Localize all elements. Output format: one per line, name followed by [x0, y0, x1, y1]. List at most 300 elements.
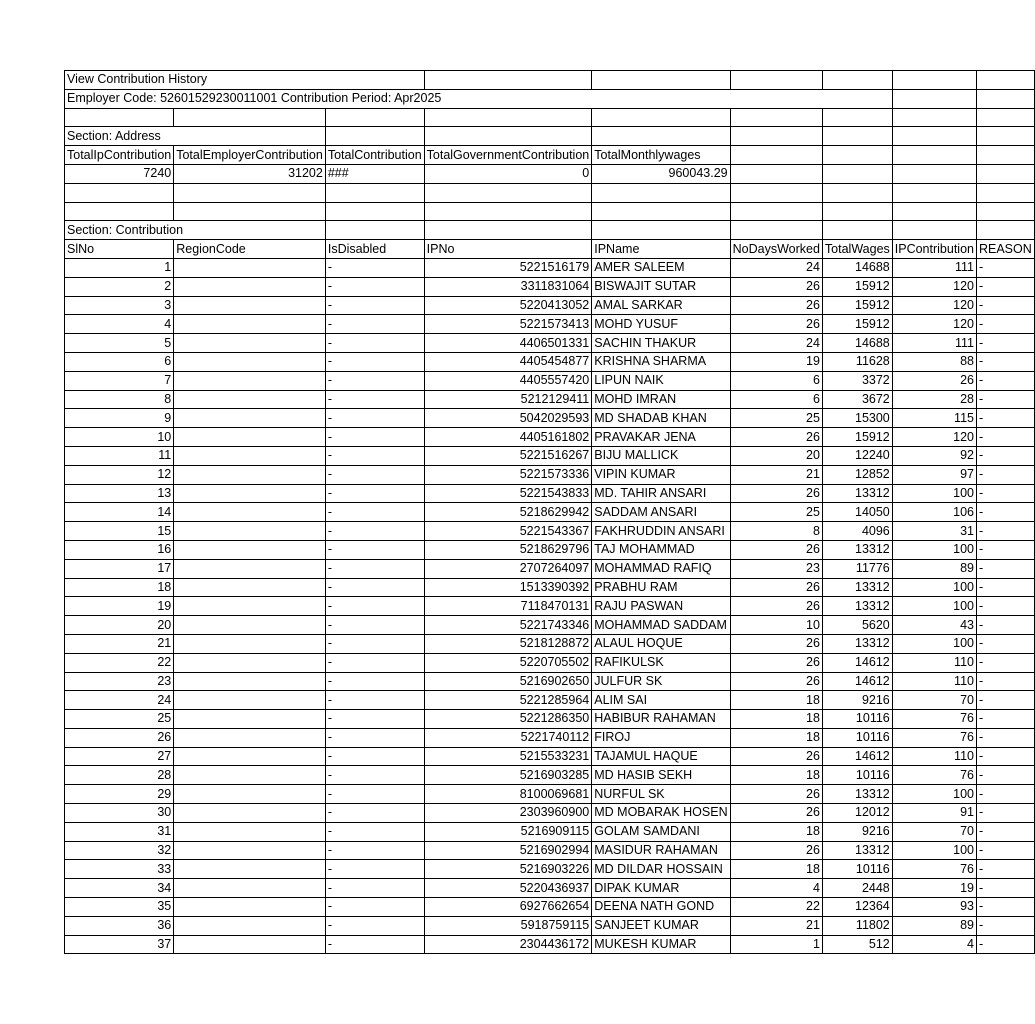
ip-name-cell: MOHAMMAD RAFIQ [592, 559, 730, 578]
empty-cell [730, 164, 822, 183]
is-disabled-cell: - [325, 879, 424, 898]
ip-name-cell: PRAVAKAR JENA [592, 428, 730, 447]
ip-contribution-cell: 88 [892, 352, 976, 371]
no-days-worked-cell: 25 [730, 503, 822, 522]
total-wages-cell: 11628 [822, 352, 892, 371]
ip-contribution-cell: 106 [892, 503, 976, 522]
address-column-header: TotalGovernmentContribution [424, 146, 592, 165]
no-days-worked-cell: 26 [730, 428, 822, 447]
total-wages-cell: 12240 [822, 446, 892, 465]
table-row [65, 935, 1035, 954]
ip-name-cell: MOHD YUSUF [592, 315, 730, 334]
sl-no-cell: 29 [65, 785, 174, 804]
table-row [65, 747, 1035, 766]
reason-cell: - [976, 334, 1034, 353]
reason-cell: - [976, 634, 1034, 653]
empty-cell [592, 221, 730, 240]
no-days-worked-cell: 26 [730, 484, 822, 503]
ip-name-cell: KRISHNA SHARMA [592, 352, 730, 371]
region-code-cell [174, 334, 326, 353]
sl-no-cell: 22 [65, 653, 174, 672]
is-disabled-cell: - [325, 785, 424, 804]
page-title: View Contribution History [65, 71, 425, 90]
region-code-cell [174, 935, 326, 954]
empty-cell [325, 127, 424, 146]
empty-cell [325, 108, 424, 127]
address-value: 7240 [65, 164, 174, 183]
no-days-worked-cell: 1 [730, 935, 822, 954]
ip-name-cell: JULFUR SK [592, 672, 730, 691]
ip-no-cell: 5218128872 [424, 634, 592, 653]
ip-contribution-cell: 100 [892, 578, 976, 597]
empty-cell [892, 202, 976, 221]
empty-cell [976, 202, 1034, 221]
empty-cell [976, 146, 1034, 165]
sl-no-cell: 6 [65, 352, 174, 371]
empty-cell [976, 183, 1034, 202]
table-row [65, 390, 1035, 409]
region-code-cell [174, 804, 326, 823]
sl-no-cell: 18 [65, 578, 174, 597]
no-days-worked-cell: 26 [730, 747, 822, 766]
total-wages-cell: 10116 [822, 766, 892, 785]
contribution-column-header: NoDaysWorked [730, 240, 822, 259]
ip-contribution-cell: 92 [892, 446, 976, 465]
reason-cell: - [976, 296, 1034, 315]
ip-no-cell: 5216903285 [424, 766, 592, 785]
sl-no-cell: 13 [65, 484, 174, 503]
ip-name-cell: ALIM SAI [592, 691, 730, 710]
ip-contribution-cell: 70 [892, 691, 976, 710]
empty-cell [424, 108, 592, 127]
empty-cell [325, 183, 424, 202]
table-row [65, 484, 1035, 503]
ip-name-cell: SADDAM ANSARI [592, 503, 730, 522]
no-days-worked-cell: 25 [730, 409, 822, 428]
table-row [65, 296, 1035, 315]
region-code-cell [174, 409, 326, 428]
is-disabled-cell: - [325, 409, 424, 428]
reason-cell: - [976, 785, 1034, 804]
no-days-worked-cell: 6 [730, 371, 822, 390]
table-row [65, 766, 1035, 785]
reason-cell: - [976, 503, 1034, 522]
empty-cell [892, 108, 976, 127]
total-wages-cell: 9216 [822, 691, 892, 710]
is-disabled-cell: - [325, 559, 424, 578]
sl-no-cell: 14 [65, 503, 174, 522]
reason-cell: - [976, 822, 1034, 841]
no-days-worked-cell: 26 [730, 634, 822, 653]
region-code-cell [174, 597, 326, 616]
sl-no-cell: 36 [65, 916, 174, 935]
ip-name-cell: HABIBUR RAHAMAN [592, 710, 730, 729]
table-row [65, 446, 1035, 465]
ip-contribution-cell: 28 [892, 390, 976, 409]
region-code-cell [174, 503, 326, 522]
is-disabled-cell: - [325, 898, 424, 917]
sl-no-cell: 32 [65, 841, 174, 860]
region-code-cell [174, 691, 326, 710]
table-row [65, 634, 1035, 653]
total-wages-cell: 14612 [822, 672, 892, 691]
table-row [65, 822, 1035, 841]
total-wages-cell: 11776 [822, 559, 892, 578]
table-row [65, 653, 1035, 672]
empty-cell [730, 71, 822, 90]
table-row [65, 916, 1035, 935]
total-wages-cell: 13312 [822, 540, 892, 559]
sl-no-cell: 21 [65, 634, 174, 653]
reason-cell: - [976, 352, 1034, 371]
ip-name-cell: ALAUL HOQUE [592, 634, 730, 653]
ip-contribution-cell: 76 [892, 710, 976, 729]
total-wages-cell: 10116 [822, 728, 892, 747]
reason-cell: - [976, 522, 1034, 541]
empty-cell [976, 127, 1034, 146]
ip-no-cell: 5221740112 [424, 728, 592, 747]
employer-info: Employer Code: 52601529230011001 Contribution Period: Apr2025 [65, 89, 893, 108]
is-disabled-cell: - [325, 672, 424, 691]
is-disabled-cell: - [325, 371, 424, 390]
reason-cell: - [976, 258, 1034, 277]
empty-cell [592, 127, 730, 146]
no-days-worked-cell: 26 [730, 296, 822, 315]
empty-cell [730, 221, 822, 240]
table-row [65, 728, 1035, 747]
empty-cell [65, 202, 174, 221]
ip-name-cell: MUKESH KUMAR [592, 935, 730, 954]
address-value: 0 [424, 164, 592, 183]
region-code-cell [174, 766, 326, 785]
ip-no-cell: 5216902650 [424, 672, 592, 691]
total-wages-cell: 512 [822, 935, 892, 954]
ip-contribution-cell: 100 [892, 634, 976, 653]
address-section-row [65, 127, 1035, 146]
is-disabled-cell: - [325, 258, 424, 277]
empty-cell [424, 202, 592, 221]
ip-name-cell: LIPUN NAIK [592, 371, 730, 390]
region-code-cell [174, 822, 326, 841]
empty-cell [424, 183, 592, 202]
table-row [65, 503, 1035, 522]
reason-cell: - [976, 277, 1034, 296]
sl-no-cell: 10 [65, 428, 174, 447]
ip-no-cell: 5221543833 [424, 484, 592, 503]
table-row [65, 277, 1035, 296]
is-disabled-cell: - [325, 728, 424, 747]
total-wages-cell: 10116 [822, 860, 892, 879]
table-row [65, 672, 1035, 691]
ip-name-cell: MOHD IMRAN [592, 390, 730, 409]
is-disabled-cell: - [325, 804, 424, 823]
region-code-cell [174, 860, 326, 879]
ip-name-cell: BISWAJIT SUTAR [592, 277, 730, 296]
reason-cell: - [976, 465, 1034, 484]
total-wages-cell: 5620 [822, 616, 892, 635]
address-values-row [65, 164, 1035, 183]
ip-contribution-cell: 120 [892, 315, 976, 334]
ip-no-cell: 5216909115 [424, 822, 592, 841]
sl-no-cell: 34 [65, 879, 174, 898]
ip-contribution-cell: 97 [892, 465, 976, 484]
address-value: 31202 [174, 164, 326, 183]
no-days-worked-cell: 26 [730, 841, 822, 860]
ip-name-cell: MD DILDAR HOSSAIN [592, 860, 730, 879]
empty-cell [325, 221, 424, 240]
is-disabled-cell: - [325, 446, 424, 465]
ip-contribution-cell: 70 [892, 822, 976, 841]
region-code-cell [174, 296, 326, 315]
reason-cell: - [976, 879, 1034, 898]
ip-name-cell: FIROJ [592, 728, 730, 747]
no-days-worked-cell: 18 [730, 691, 822, 710]
is-disabled-cell: - [325, 935, 424, 954]
ip-contribution-cell: 76 [892, 766, 976, 785]
sl-no-cell: 8 [65, 390, 174, 409]
ip-contribution-cell: 110 [892, 672, 976, 691]
empty-cell [730, 183, 822, 202]
no-days-worked-cell: 26 [730, 785, 822, 804]
reason-cell: - [976, 841, 1034, 860]
ip-no-cell: 5218629796 [424, 540, 592, 559]
total-wages-cell: 13312 [822, 841, 892, 860]
total-wages-cell: 14050 [822, 503, 892, 522]
region-code-cell [174, 428, 326, 447]
no-days-worked-cell: 18 [730, 766, 822, 785]
ip-name-cell: BIJU MALLICK [592, 446, 730, 465]
ip-no-cell: 5220705502 [424, 653, 592, 672]
table-row [65, 804, 1035, 823]
contribution-column-header: IsDisabled [325, 240, 424, 259]
ip-no-cell: 5042029593 [424, 409, 592, 428]
region-code-cell [174, 898, 326, 917]
no-days-worked-cell: 23 [730, 559, 822, 578]
no-days-worked-cell: 21 [730, 465, 822, 484]
total-wages-cell: 12852 [822, 465, 892, 484]
total-wages-cell: 9216 [822, 822, 892, 841]
no-days-worked-cell: 22 [730, 898, 822, 917]
ip-no-cell: 5221516179 [424, 258, 592, 277]
contribution-column-header: SlNo [65, 240, 174, 259]
sl-no-cell: 16 [65, 540, 174, 559]
section-label: Section: Address [65, 127, 326, 146]
sl-no-cell: 37 [65, 935, 174, 954]
total-wages-cell: 13312 [822, 578, 892, 597]
reason-cell: - [976, 766, 1034, 785]
ip-no-cell: 5918759115 [424, 916, 592, 935]
region-code-cell [174, 258, 326, 277]
reason-cell: - [976, 710, 1034, 729]
sl-no-cell: 11 [65, 446, 174, 465]
ip-contribution-cell: 93 [892, 898, 976, 917]
ip-no-cell: 5221285964 [424, 691, 592, 710]
ip-name-cell: MOHAMMAD SADDAM [592, 616, 730, 635]
ip-no-cell: 2303960900 [424, 804, 592, 823]
sl-no-cell: 4 [65, 315, 174, 334]
region-code-cell [174, 522, 326, 541]
total-wages-cell: 13312 [822, 597, 892, 616]
ip-no-cell: 4405161802 [424, 428, 592, 447]
table-row [65, 258, 1035, 277]
empty-cell [892, 127, 976, 146]
reason-cell: - [976, 672, 1034, 691]
empty-cell [174, 183, 326, 202]
contribution-header-row [65, 240, 1035, 259]
region-code-cell [174, 616, 326, 635]
ip-no-cell: 5221573413 [424, 315, 592, 334]
reason-cell: - [976, 446, 1034, 465]
total-wages-cell: 14688 [822, 334, 892, 353]
region-code-cell [174, 484, 326, 503]
table-row [65, 559, 1035, 578]
table-row [65, 578, 1035, 597]
region-code-cell [174, 785, 326, 804]
total-wages-cell: 15300 [822, 409, 892, 428]
ip-name-cell: SACHIN THAKUR [592, 334, 730, 353]
region-code-cell [174, 315, 326, 334]
ip-name-cell: MD HASIB SEKH [592, 766, 730, 785]
total-wages-cell: 4096 [822, 522, 892, 541]
table-row [65, 860, 1035, 879]
title-row [65, 71, 1035, 90]
no-days-worked-cell: 4 [730, 879, 822, 898]
ip-contribution-cell: 115 [892, 409, 976, 428]
total-wages-cell: 15912 [822, 296, 892, 315]
sl-no-cell: 17 [65, 559, 174, 578]
sl-no-cell: 25 [65, 710, 174, 729]
total-wages-cell: 12364 [822, 898, 892, 917]
is-disabled-cell: - [325, 766, 424, 785]
sheet-body [65, 71, 1035, 954]
empty-cell [424, 127, 592, 146]
total-wages-cell: 11802 [822, 916, 892, 935]
no-days-worked-cell: 20 [730, 446, 822, 465]
total-wages-cell: 3672 [822, 390, 892, 409]
empty-cell [822, 202, 892, 221]
ip-contribution-cell: 111 [892, 258, 976, 277]
region-code-cell [174, 841, 326, 860]
region-code-cell [174, 916, 326, 935]
ip-contribution-cell: 100 [892, 841, 976, 860]
no-days-worked-cell: 26 [730, 277, 822, 296]
total-wages-cell: 14612 [822, 653, 892, 672]
ip-contribution-cell: 31 [892, 522, 976, 541]
ip-no-cell: 5221516267 [424, 446, 592, 465]
is-disabled-cell: - [325, 597, 424, 616]
contribution-column-header: TotalWages [822, 240, 892, 259]
contribution-section-row [65, 221, 1035, 240]
is-disabled-cell: - [325, 691, 424, 710]
is-disabled-cell: - [325, 653, 424, 672]
empty-cell [822, 71, 892, 90]
ip-name-cell: AMAL SARKAR [592, 296, 730, 315]
region-code-cell [174, 728, 326, 747]
ip-contribution-cell: 4 [892, 935, 976, 954]
table-row [65, 898, 1035, 917]
region-code-cell [174, 879, 326, 898]
ip-no-cell: 5216903226 [424, 860, 592, 879]
ip-no-cell: 4405557420 [424, 371, 592, 390]
empty-cell [592, 183, 730, 202]
empty-cell [822, 127, 892, 146]
ip-no-cell: 7118470131 [424, 597, 592, 616]
region-code-cell [174, 747, 326, 766]
empty-cell [822, 183, 892, 202]
ip-name-cell: MD. TAHIR ANSARI [592, 484, 730, 503]
no-days-worked-cell: 26 [730, 653, 822, 672]
no-days-worked-cell: 26 [730, 804, 822, 823]
empty-cell [822, 221, 892, 240]
no-days-worked-cell: 26 [730, 597, 822, 616]
table-row [65, 616, 1035, 635]
total-wages-cell: 13312 [822, 484, 892, 503]
ip-contribution-cell: 19 [892, 879, 976, 898]
is-disabled-cell: - [325, 503, 424, 522]
empty-cell [892, 221, 976, 240]
ip-no-cell: 2304436172 [424, 935, 592, 954]
is-disabled-cell: - [325, 352, 424, 371]
ip-name-cell: MASIDUR RAHAMAN [592, 841, 730, 860]
sl-no-cell: 15 [65, 522, 174, 541]
reason-cell: - [976, 371, 1034, 390]
address-column-header: TotalIpContribution [65, 146, 174, 165]
no-days-worked-cell: 26 [730, 315, 822, 334]
is-disabled-cell: - [325, 522, 424, 541]
sl-no-cell: 5 [65, 334, 174, 353]
ip-no-cell: 5221573336 [424, 465, 592, 484]
ip-contribution-cell: 26 [892, 371, 976, 390]
table-row [65, 710, 1035, 729]
reason-cell: - [976, 616, 1034, 635]
reason-cell: - [976, 860, 1034, 879]
no-days-worked-cell: 8 [730, 522, 822, 541]
region-code-cell [174, 672, 326, 691]
ip-no-cell: 5215533231 [424, 747, 592, 766]
ip-name-cell: DEENA NATH GOND [592, 898, 730, 917]
reason-cell: - [976, 804, 1034, 823]
sl-no-cell: 27 [65, 747, 174, 766]
total-wages-cell: 2448 [822, 879, 892, 898]
address-column-header: TotalContribution [325, 146, 424, 165]
region-code-cell [174, 390, 326, 409]
empty-cell [592, 108, 730, 127]
ip-no-cell: 5221286350 [424, 710, 592, 729]
contribution-history-sheet [64, 70, 1035, 954]
total-wages-cell: 3372 [822, 371, 892, 390]
ip-name-cell: AMER SALEEM [592, 258, 730, 277]
region-code-cell [174, 710, 326, 729]
ip-no-cell: 4406501331 [424, 334, 592, 353]
reason-cell: - [976, 935, 1034, 954]
empty-cell [730, 146, 822, 165]
ip-name-cell: RAJU PASWAN [592, 597, 730, 616]
total-wages-cell: 15912 [822, 277, 892, 296]
empty-cell [976, 108, 1034, 127]
is-disabled-cell: - [325, 822, 424, 841]
blank-row [65, 183, 1035, 202]
ip-contribution-cell: 110 [892, 747, 976, 766]
empty-cell [592, 202, 730, 221]
no-days-worked-cell: 21 [730, 916, 822, 935]
ip-contribution-cell: 111 [892, 334, 976, 353]
address-value: ### [325, 164, 424, 183]
sl-no-cell: 20 [65, 616, 174, 635]
ip-name-cell: MD MOBARAK HOSEN [592, 804, 730, 823]
ip-no-cell: 6927662654 [424, 898, 592, 917]
no-days-worked-cell: 24 [730, 334, 822, 353]
reason-cell: - [976, 691, 1034, 710]
